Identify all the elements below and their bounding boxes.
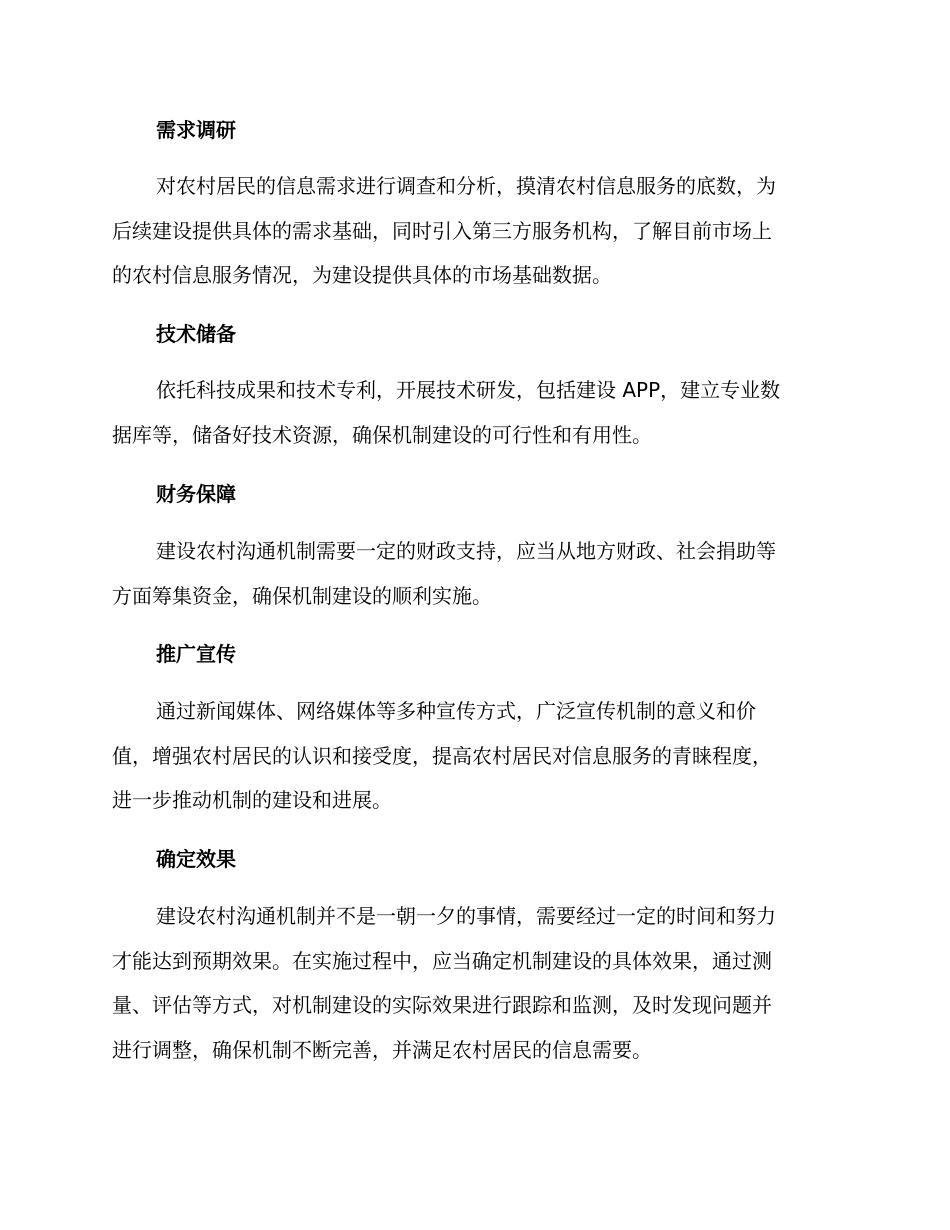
section-paragraph bbox=[112, 164, 834, 298]
paragraph-line: 据库等，储备好技术资源，确保机制建设的可行性和有用性。 bbox=[112, 422, 652, 447]
paragraph-line: 进行调整，确保机制不断完善，并满足农村居民的信息需要。 bbox=[112, 1037, 652, 1062]
section-heading: 确定效果 bbox=[156, 847, 236, 871]
paragraph-line: 的农村信息服务情况，为建设提供具体的市场基础数据。 bbox=[112, 263, 612, 287]
paragraph-line: 通过新闻媒体、网络媒体等多种宣传方式，广泛宣传机制的意义和价 bbox=[156, 699, 756, 723]
section-heading: 技术储备 bbox=[156, 322, 236, 346]
paragraph-line: 方面筹集资金，确保机制建设的顺利实施。 bbox=[112, 583, 492, 608]
paragraph-line: 量、评估等方式，对机制建设的实际效果进行跟踪和监测，及时发现问题并 bbox=[112, 993, 772, 1017]
section-heading: 财务保障 bbox=[156, 482, 236, 506]
section-paragraph bbox=[112, 368, 834, 457]
paragraph-line: 进一步推动机制的建设和进展。 bbox=[112, 788, 392, 812]
section-paragraph bbox=[112, 894, 834, 1072]
section-paragraph bbox=[112, 529, 834, 618]
paragraph-line: 后续建设提供具体的需求基础，同时引入第三方服务机构，了解目前市场上 bbox=[112, 218, 772, 243]
paragraph-line: 建设农村沟通机制需要一定的财政支持，应当从地方财政、社会捐助等 bbox=[156, 539, 776, 563]
section-heading: 推广宣传 bbox=[156, 642, 236, 666]
section-paragraph bbox=[112, 689, 834, 823]
paragraph-line: 依托科技成果和技术专利，开展技术研发，包括建设 APP，建立专业数 bbox=[156, 378, 781, 402]
paragraph-line: 建设农村沟通机制并不是一朝一夕的事情，需要经过一定的时间和努力 bbox=[156, 904, 776, 928]
section-heading: 需求调研 bbox=[156, 118, 236, 142]
paragraph-line: 对农村居民的信息需求进行调查和分析，摸清农村信息服务的底数，为 bbox=[156, 174, 776, 198]
paragraph-line: 值，增强农村居民的认识和接受度，提高农村居民对信息服务的青睐程度， bbox=[112, 743, 772, 768]
paragraph-line: 才能达到预期效果。在实施过程中，应当确定机制建设的具体效果，通过测 bbox=[112, 948, 772, 973]
